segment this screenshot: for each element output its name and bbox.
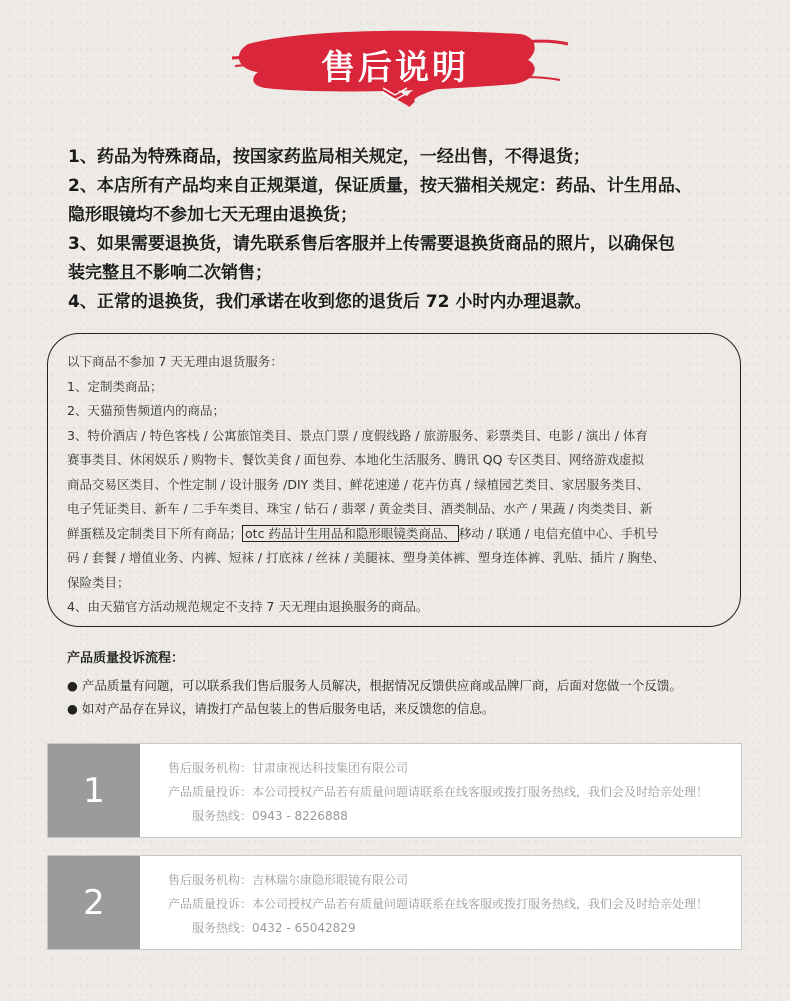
exclusion-line	[67, 522, 727, 547]
org-value: 吉林瑞尔康隐形眼镜有限公司	[252, 873, 409, 887]
return-rules	[68, 143, 748, 317]
exclusion-line: 1、定制类商品；	[67, 378, 163, 394]
complaint-label: 产品质量投诉：	[167, 897, 252, 911]
org-label: 售后服务机构：	[167, 761, 252, 775]
exclusion-line: 以下商品不参加 7 天无理由退货服务：	[67, 354, 283, 369]
exclusion-line: 保险类目；	[67, 574, 130, 590]
complaint-value: 本公司授权产品若有质量问题请联系在线客服或拨打服务热线，我们会及时给亲处理！	[252, 897, 709, 911]
quality-item: ● 如对产品存在异议，请拨打产品包装上的售后服务电话，来反馈您的信息。	[67, 701, 495, 716]
rule-line: 装完整且不影响二次销售；	[68, 263, 272, 283]
exclusions-box	[47, 333, 741, 627]
rule-line: 隐形眼镜均不参加七天无理由退换货；	[68, 205, 357, 225]
rule-line: 3、如果需要退换货，请先联系售后客服并上传需要退换货商品的照片，以确保包	[68, 234, 675, 254]
exclusion-line: 3、特价酒店 / 特色客栈 / 公寓旅馆类目、景点门票 / 度假线路 / 旅游服务、彩票类目、电影 / 演出 / 体育	[67, 427, 648, 443]
exclusion-text: 鲜蛋糕及定制类目下所有商品；	[67, 525, 243, 541]
exclusion-line: 商品交易区类目、个性定制 / 设计服务 /DIY 类目、鲜花速递 / 花卉仿真 / 绿植园艺类目、家居服务类目、	[67, 476, 650, 492]
hotline-value: 0943 - 8226888	[252, 809, 348, 823]
quality-item: ● 产品质量有问题，可以联系我们售后服务人员解决，根据情况反馈供应商或品牌厂商，后面对您做一个反馈。	[67, 678, 682, 693]
hotline-label: 服务热线：	[191, 921, 252, 935]
page-title: 售后说明	[321, 48, 469, 88]
hotline-value: 0432 - 65042829	[252, 921, 356, 935]
hotline-label: 服务热线：	[191, 809, 252, 823]
highlighted-exclusion: otc 药品计生用品和隐形眼镜类商品、	[242, 525, 459, 542]
exclusion-line: 赛事类目、休闲娱乐 / 购物卡、餐饮美食 / 面包券、本地化生活服务、腾讯 QQ 专区类目、网络游戏虚拟	[67, 452, 644, 467]
complaint-value: 本公司授权产品若有质量问题请联系在线客服或拨打服务热线，我们会及时给亲处理！	[252, 785, 709, 799]
exclusion-line: 2、天猫预售频道内的商品；	[67, 403, 225, 418]
rule-line: 1、药品为特殊商品，按国家药监局相关规定，一经出售，不得退货；	[68, 147, 590, 167]
card-number: 1	[48, 744, 140, 837]
title-banner	[0, 0, 790, 115]
org-value: 甘肃康视达科技集团有限公司	[252, 761, 409, 775]
rule-line: 2、本店所有产品均来自正规渠道，保证质量，按天猫相关规定：药品、计生用品、	[68, 176, 692, 196]
complaint-label: 产品质量投诉：	[167, 785, 252, 799]
rule-line: 4、正常的退换货，我们承诺在收到您的退货后 72 小时内办理退款。	[68, 292, 592, 312]
service-card	[47, 743, 742, 838]
service-card	[47, 855, 742, 950]
quality-title: 产品质量投诉流程：	[67, 651, 185, 666]
quality-complaint-section	[67, 648, 757, 720]
exclusion-line: 4、由天猫官方活动规范规定不支持 7 天无理由退换服务的商品。	[67, 599, 429, 614]
card-number: 2	[48, 856, 140, 949]
org-label: 售后服务机构：	[167, 873, 252, 887]
exclusion-text: 移动 / 联通 / 电信充值中心、手机号	[458, 525, 659, 541]
exclusion-line: 码 / 套餐 / 增值业务、内裤、短袜 / 打底袜 / 丝袜 / 美腿袜、塑身美体裤、塑身连体裤、乳贴、插片 / 胸垫、	[67, 550, 665, 565]
exclusion-line: 电子凭证类目、新车 / 二手车类目、珠宝 / 钻石 / 翡翠 / 黄金类目、酒类制品、水产 / 果蔬 / 肉类类目、新	[67, 501, 653, 516]
